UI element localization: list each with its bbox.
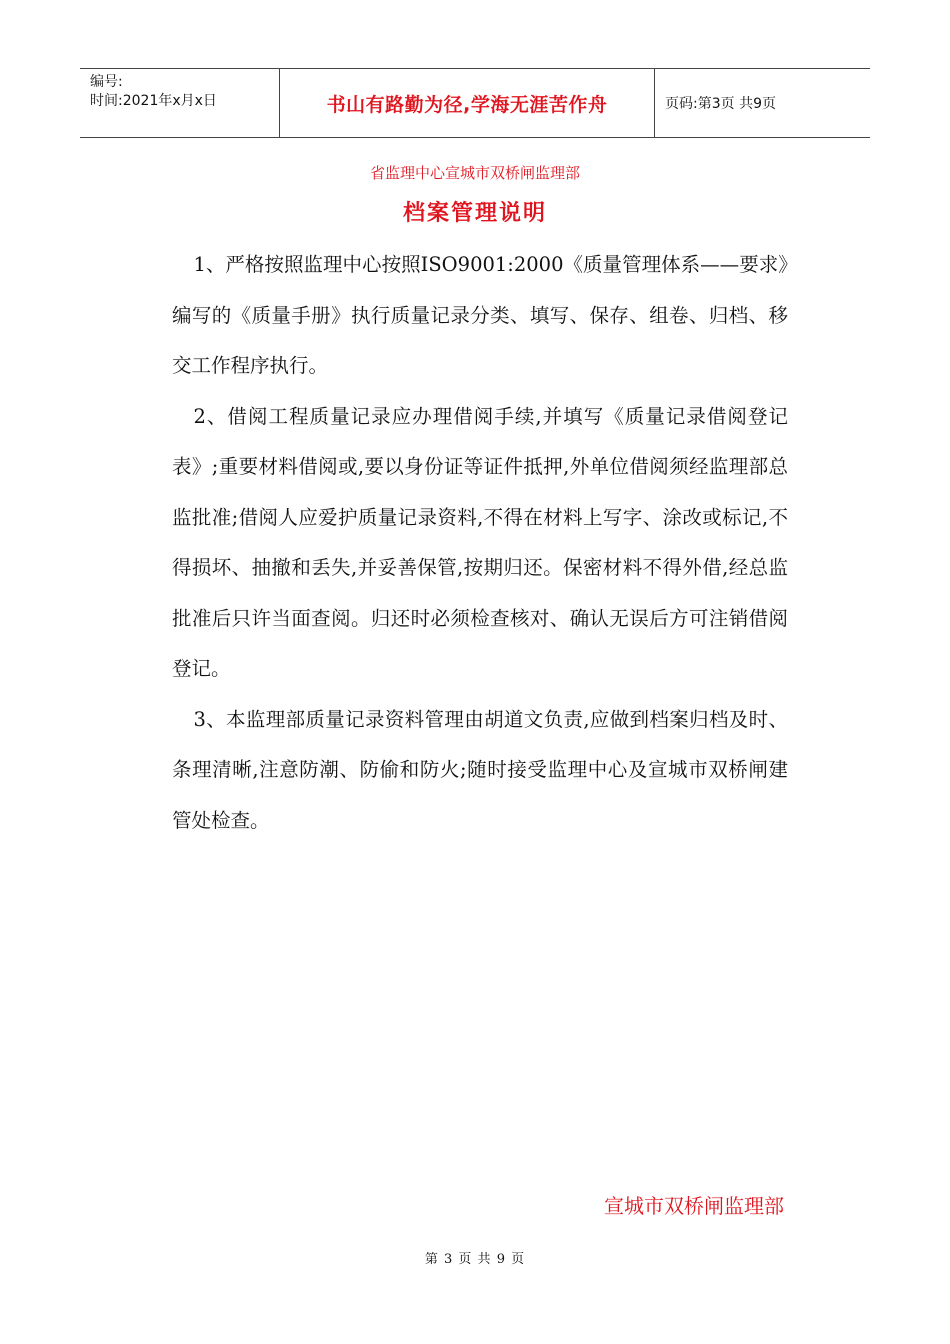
paragraph-1: 1、严格按照监理中心按照ISO9001:2000《质量管理体系——要求》编写的《质量手册》执行质量记录分类、填写、保存、组卷、归档、移交工作程序执行。 bbox=[172, 253, 788, 377]
signature: 宣城市双桥闸监理部 bbox=[604, 1194, 784, 1218]
organization-line: 省监理中心宣城市双桥闸监理部 bbox=[369, 164, 580, 182]
header-page-code: 页码:第3页 共9页 bbox=[665, 96, 776, 112]
header-number: 编号: bbox=[90, 74, 123, 90]
header-motto: 书山有路勤为径,学海无涯苦作舟 bbox=[280, 69, 655, 137]
document-body bbox=[172, 240, 788, 846]
document-title: 档案管理说明 bbox=[402, 201, 547, 226]
page-footer: 第 3 页 共 9 页 bbox=[424, 1252, 526, 1267]
page-header bbox=[80, 68, 870, 138]
paragraph-2: 2、借阅工程质量记录应办理借阅手续,并填写《质量记录借阅登记表》;重要材料借阅或,要以身份证等证件抵押,外单位借阅须经监理部总监批准;借阅人应爱护质量记录资料,不得在材料上写字、涂改或标记,不得损坏、抽撤和丢失,并妥善保管,按期归还。保密材料不得外借,经总监批准后只许当面查阅。归还时必须检查核对、确认无误后方可注销借阅登记。 bbox=[172, 404, 788, 680]
paragraph-3: 3、本监理部质量记录资料管理由胡道文负责,应做到档案归档及时、条理清晰,注意防潮、防偷和防火;随时接受监理中心及宣城市双桥闸建管处检查。 bbox=[172, 707, 788, 832]
header-date: 时间:2021年x月x日 bbox=[90, 93, 217, 109]
header-meta bbox=[80, 69, 280, 137]
